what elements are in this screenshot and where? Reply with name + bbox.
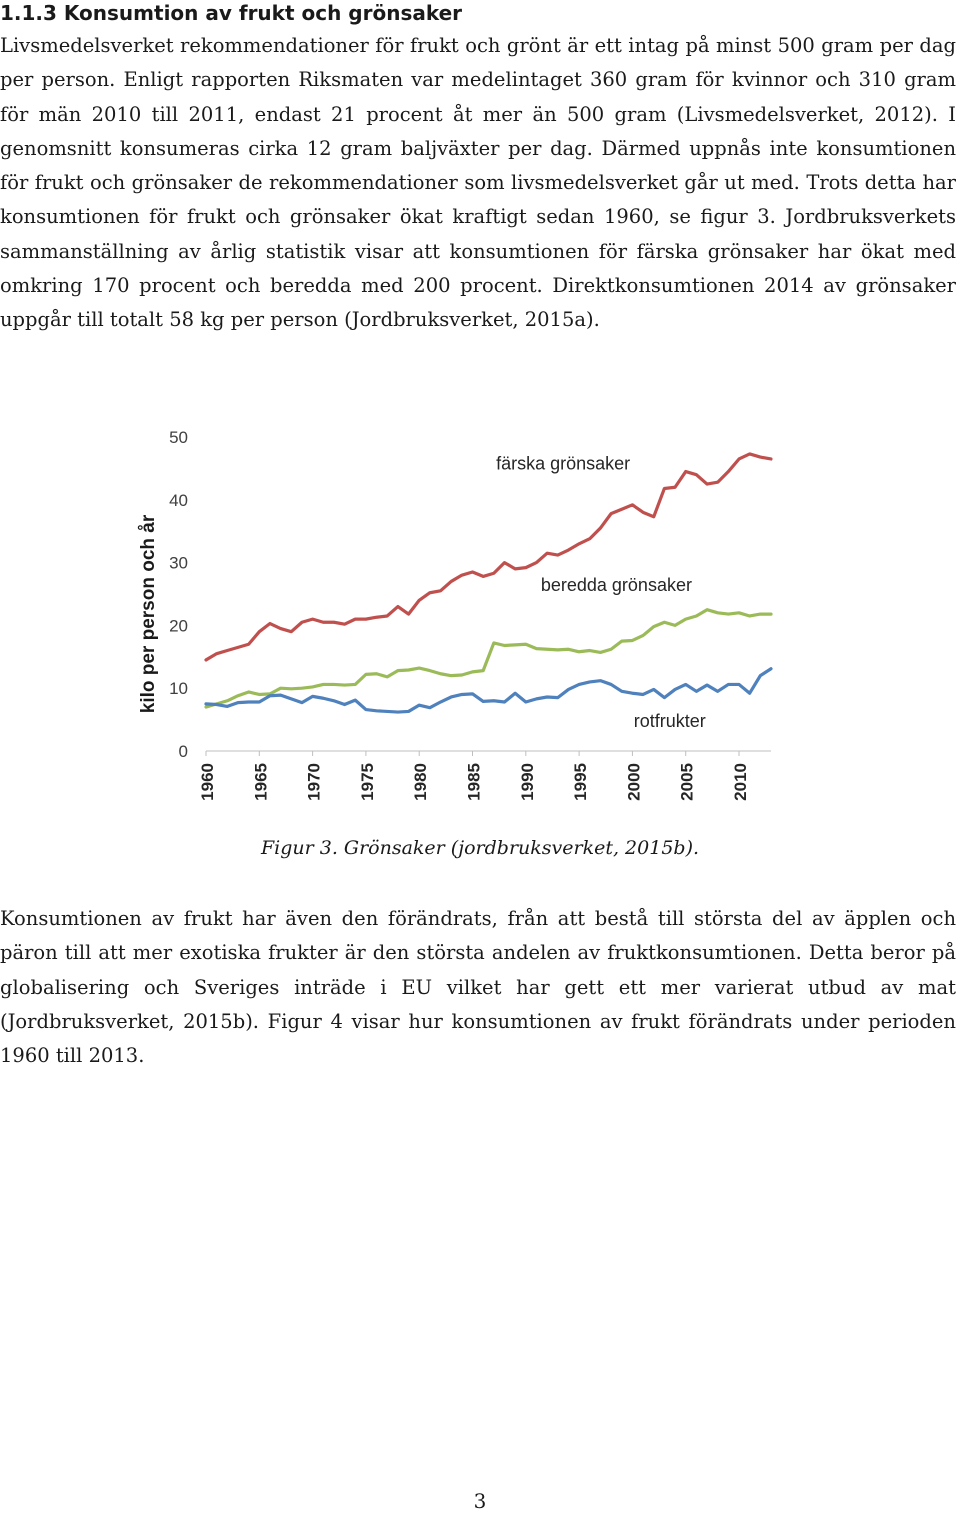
series-label-3: rotfrukter <box>633 711 706 732</box>
section-heading: 1.1.3 Konsumtion av frukt och grönsaker <box>0 1 463 25</box>
x-tick-label: 2010 <box>731 763 751 801</box>
y-tick-label: 10 <box>169 679 188 699</box>
paragraph-1-part-2: I genomsnitt konsumeras cirka 12 gram baljväxter per dag. Därmed uppnås inte konsumtionen för frukt och grönsaker de rekommendationer som livsmedelsverket går ut med. Trots detta har konsumtionen för frukt och grönsaker ökat kraftigt sedan 1960, se figur 3. Jordbruksverkets sammanställning av årlig statistik visar att konsumtionen för färska grönsaker har ökat med omkring 170 procent och beredda med 200 procent. Direktkonsumtionen 2014 av grönsaker uppgår till totalt 58 kg per person (Jordbruksverket, 2015a). <box>0 102 956 332</box>
y-tick-label: 20 <box>169 616 188 636</box>
y-tick-label: 50 <box>169 428 188 447</box>
chart-svg <box>130 420 790 820</box>
y-axis-label: kilo per person och år <box>138 514 159 714</box>
series-line-1 <box>206 454 771 660</box>
series-line-2 <box>206 610 771 707</box>
paragraph-2: Konsumtionen av frukt har även den förändrats, från att bestå till största del av äpplen och päron till att mer exotiska frukter är den största andelen av fruktkonsumtionen. Detta beror på globalisering och Sveriges inträde i EU vilket har gett ett mer varierat utbud av mat (Jordbruksverket, 2015b). Figur 4 visar hur konsumtionen av frukt förändrats under perioden 1960 till 2013. <box>0 907 956 1068</box>
x-tick-label: 1960 <box>198 763 217 801</box>
x-tick-label: 1970 <box>304 763 324 801</box>
y-tick-label: 30 <box>169 553 188 573</box>
page-number: 3 <box>473 1489 487 1513</box>
x-tick-label: 1990 <box>517 763 537 801</box>
paragraph-1-part-1: Livsmedelsverket rekommendationer för frukt och grönt är ett intag på minst 500 gram per dag per person. Enligt rapporten Riksmaten var medelintaget 360 gram för kvinnor och 310 gram för män 2010 till 2011, endast 21 procent åt mer än 500 gram (Livsmedelsverket, 2012). <box>0 34 956 126</box>
x-tick-label: 1965 <box>251 763 271 801</box>
figure-caption: Figur 3. Grönsaker (jordbruksverket, 2015b). <box>260 837 700 859</box>
series-label-1: färska grönsaker <box>496 453 631 474</box>
paragraph-1 <box>0 29 956 338</box>
x-tick-label: 2000 <box>624 763 644 801</box>
x-tick-label: 1980 <box>411 763 431 801</box>
x-tick-label: 1985 <box>464 763 484 801</box>
x-tick-label: 2005 <box>677 763 697 801</box>
series-label-2: beredda grönsaker <box>540 574 692 595</box>
y-tick-label: 0 <box>178 742 188 761</box>
vegetable-consumption-chart <box>130 420 790 820</box>
y-tick-label: 40 <box>169 490 188 510</box>
x-tick-label: 1975 <box>357 763 377 801</box>
x-tick-label: 1995 <box>571 763 591 801</box>
